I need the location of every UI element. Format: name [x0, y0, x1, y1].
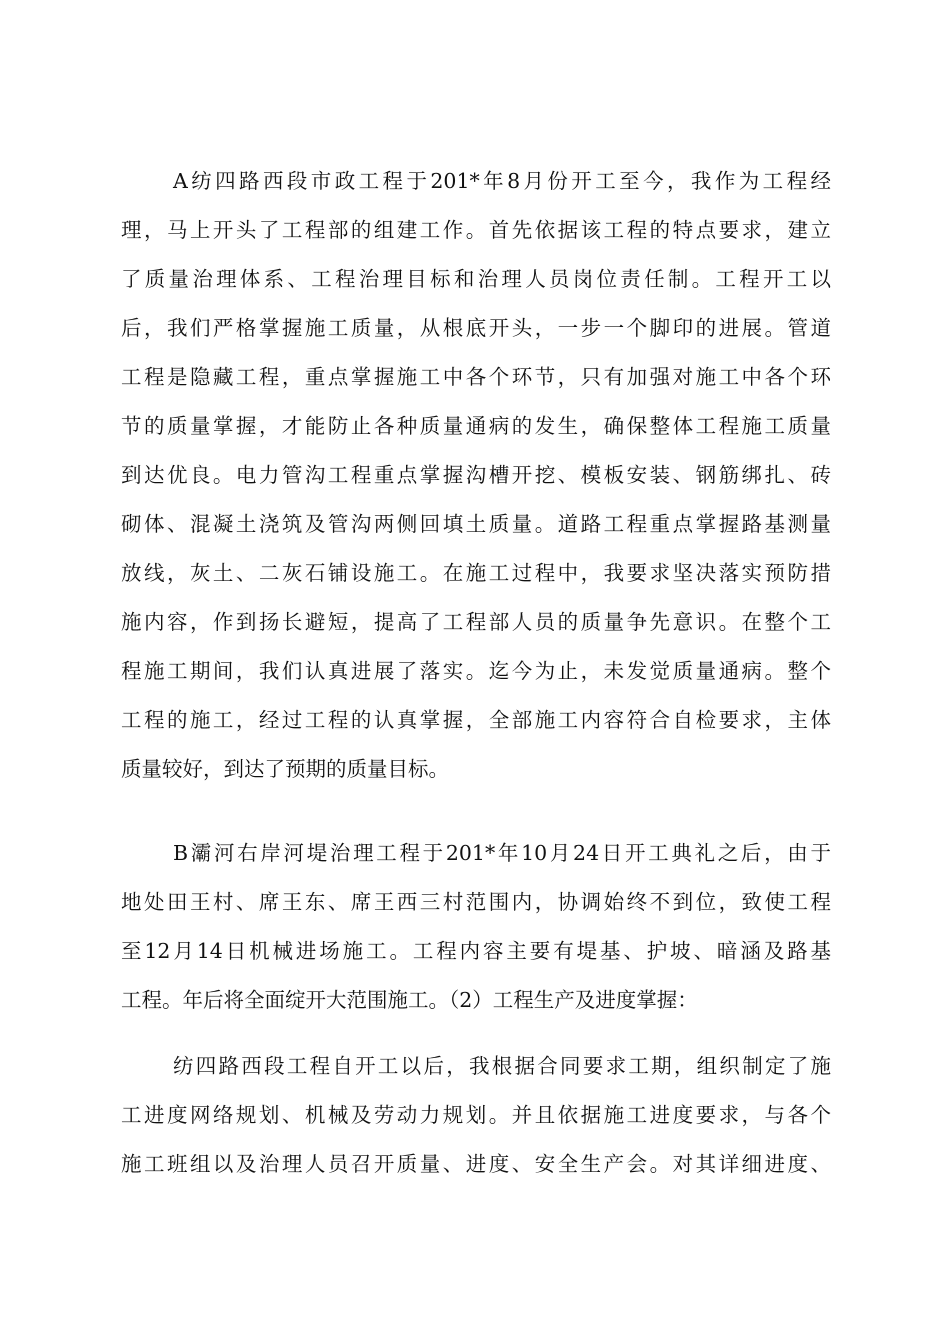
paragraph-b-line-2: 地处田王村、席王东、席王西三村范围内，协调始终不到位，致使工程 [121, 890, 831, 914]
paragraph-a-line-4: 后，我们严格掌握施工质量，从根底开头，一步一个脚印的进展。管道 [121, 316, 831, 340]
paragraph-a-line-10: 施内容，作到扬长避短，提高了工程部人员的质量争先意识。在整个工 [121, 610, 831, 634]
paragraph-b-line-1: B灞河右岸河堤治理工程于201*年10月24日开工典礼之后，由于 [173, 841, 831, 865]
paragraph-b-line-3: 至12月14日机械进场施工。工程内容主要有堤基、护坡、暗涵及路基 [121, 939, 831, 963]
paragraph-a-line-7: 到达优良。电力管沟工程重点掌握沟槽开挖、模板安装、钢筋绑扎、砖 [121, 463, 831, 487]
paragraph-a-line-11: 程施工期间，我们认真进展了落实。迄今为止，未发觉质量通病。整个 [121, 659, 831, 683]
paragraph-c-line-1: 纺四路西段工程自开工以后，我根据合同要求工期，组织制定了施 [173, 1054, 831, 1078]
paragraph-b-line-4: 工程。年后将全面绽开大范围施工。（2）工程生产及进度掌握： [121, 988, 698, 1012]
paragraph-a-line-5: 工程是隐藏工程，重点掌握施工中各个环节，只有加强对施工中各个环 [121, 365, 831, 389]
paragraph-a-line-8: 砌体、混凝土浇筑及管沟两侧回填土质量。道路工程重点掌握路基测量 [121, 512, 831, 536]
paragraph-a-line-2: 理，马上开头了工程部的组建工作。首先依据该工程的特点要求，建立 [121, 218, 831, 242]
paragraph-a-line-12: 工程的施工，经过工程的认真掌握，全部施工内容符合自检要求，主体 [121, 708, 831, 732]
paragraph-a-line-9: 放线，灰土、二灰石铺设施工。在施工过程中，我要求坚决落实预防措 [121, 561, 831, 585]
paragraph-a-line-3: 了质量治理体系、工程治理目标和治理人员岗位责任制。工程开工以 [121, 267, 831, 291]
paragraph-c-line-3: 施工班组以及治理人员召开质量、进度、安全生产会。对其详细进度、 [121, 1152, 831, 1176]
paragraph-a-line-6: 节的质量掌握，才能防止各种质量通病的发生，确保整体工程施工质量 [121, 414, 831, 438]
paragraph-a-line-13: 质量较好，到达了预期的质量目标。 [121, 757, 449, 781]
paragraph-c-line-2: 工进度网络规划、机械及劳动力规划。并且依据施工进度要求，与各个 [121, 1103, 831, 1127]
paragraph-a-line-1: A纺四路西段市政工程于201*年8月份开工至今，我作为工程经 [173, 169, 831, 193]
